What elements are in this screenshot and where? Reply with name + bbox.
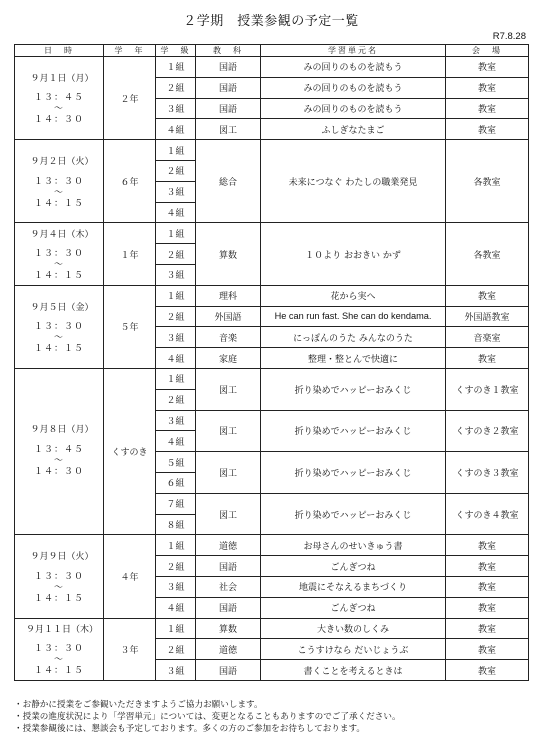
class-cell: ２組 [156, 306, 196, 327]
class-cell: ６組 [156, 472, 196, 493]
unit-cell: 折り染めでハッピーおみくじ [261, 368, 446, 410]
table-row [15, 285, 529, 306]
unit-cell: ごんぎつね [261, 597, 446, 618]
schedule-table [14, 44, 529, 681]
header-unit: 学習単元名 [261, 45, 446, 57]
venue-cell: くすのき２教室 [446, 410, 529, 452]
unit-cell: みの回りのものを読もう [261, 57, 446, 78]
session-date: ９月９日（火） [30, 552, 94, 563]
class-cell: ２組 [156, 160, 196, 181]
header-datetime: 日 時 [15, 45, 104, 57]
table-row [15, 535, 529, 556]
grade-cell: ２年 [104, 57, 156, 140]
subject-cell: 総合 [196, 140, 261, 223]
unit-cell: ごんぎつね [261, 556, 446, 577]
header-venue: 会 場 [446, 45, 529, 57]
unit-cell: 折り染めでハッピーおみくじ [261, 452, 446, 494]
session-date: ９月２日（火） [30, 157, 94, 168]
datetime-cell [15, 535, 104, 618]
table-row [15, 223, 529, 244]
unit-cell: こうすけなら だいじょうぶ [261, 639, 446, 660]
unit-cell: みの回りのものを読もう [261, 77, 446, 98]
venue-cell: 教室 [446, 535, 529, 556]
venue-cell: 音楽室 [446, 327, 529, 348]
subject-cell: 算数 [196, 223, 261, 285]
class-cell: ７組 [156, 493, 196, 514]
document-date: R7.8.28 [492, 31, 526, 42]
session-time: １３：４５ 〜 １４：３０ [33, 93, 84, 126]
session-date: ９月５日（金） [30, 302, 94, 313]
subject-cell: 家庭 [196, 348, 261, 369]
venue-cell: 各教室 [446, 140, 529, 223]
unit-cell: 地震にそなえるまちづくり [261, 576, 446, 597]
datetime-cell [15, 285, 104, 368]
grade-cell: １年 [104, 223, 156, 285]
datetime-cell [15, 140, 104, 223]
subject-cell: 国語 [196, 57, 261, 78]
subject-cell: 国語 [196, 98, 261, 119]
table-row [15, 140, 529, 161]
unit-cell: 折り染めでハッピーおみくじ [261, 410, 446, 452]
session-date: ９月１日（月） [30, 73, 94, 84]
class-cell: １組 [156, 57, 196, 78]
session-date: ９月８日（月） [30, 425, 94, 436]
session-date: ９月４日（木） [30, 229, 94, 240]
class-cell: ４組 [156, 431, 196, 452]
subject-cell: 理科 [196, 285, 261, 306]
class-cell: ３組 [156, 264, 196, 285]
class-cell: ３組 [156, 181, 196, 202]
table-row [15, 368, 529, 389]
subject-cell: 道徳 [196, 535, 261, 556]
subject-cell: 国語 [196, 660, 261, 681]
class-cell: ３組 [156, 98, 196, 119]
notes [14, 699, 401, 735]
venue-cell: 各教室 [446, 223, 529, 285]
class-cell: ２組 [156, 244, 196, 265]
note-line: ・お静かに授業をご参観いただきますようご協力お願いします。 [14, 700, 263, 710]
class-cell: １組 [156, 285, 196, 306]
grade-cell: ３年 [104, 618, 156, 680]
datetime-cell [15, 57, 104, 140]
class-cell: １組 [156, 140, 196, 161]
unit-cell: 書くことを考えるときは [261, 660, 446, 681]
session-time: １３：３０ 〜 １４：１５ [33, 249, 84, 282]
class-cell: １組 [156, 535, 196, 556]
unit-cell: 折り染めでハッピーおみくじ [261, 493, 446, 535]
session-time: １３：３０ 〜 １４：１５ [33, 322, 84, 355]
unit-cell: 大きい数のしくみ [261, 618, 446, 639]
class-cell: ４組 [156, 348, 196, 369]
table-header-row [15, 45, 529, 57]
subject-cell: 図工 [196, 368, 261, 410]
table-row [15, 618, 529, 639]
venue-cell: 教室 [446, 576, 529, 597]
table-row [15, 57, 529, 78]
class-cell: ３組 [156, 410, 196, 431]
venue-cell: 教室 [446, 119, 529, 140]
header-class: 学 級 [156, 45, 196, 57]
class-cell: ４組 [156, 119, 196, 140]
venue-cell: 教室 [446, 77, 529, 98]
venue-cell: 教室 [446, 660, 529, 681]
session-time: １３：４５ 〜 １４：３０ [33, 444, 84, 477]
subject-cell: 算数 [196, 618, 261, 639]
subject-cell: 図工 [196, 493, 261, 535]
venue-cell: くすのき３教室 [446, 452, 529, 494]
class-cell: ３組 [156, 327, 196, 348]
session-time: １３：３０ 〜 １４：１５ [33, 644, 84, 677]
class-cell: ２組 [156, 639, 196, 660]
grade-cell: ５年 [104, 285, 156, 368]
note-line: ・授業参観後には、懇談会も予定しております。多くの方のご参加をお待ちしております。 [14, 724, 365, 734]
header-grade: 学 年 [104, 45, 156, 57]
venue-cell: 教室 [446, 618, 529, 639]
class-cell: １組 [156, 368, 196, 389]
venue-cell: 外国語教室 [446, 306, 529, 327]
subject-cell: 図工 [196, 410, 261, 452]
session-time: １３：３０ 〜 １４：１５ [33, 571, 84, 604]
unit-cell: ふしぎなたまご [261, 119, 446, 140]
session-date: ９月１１日（木） [25, 624, 98, 635]
class-cell: ２組 [156, 389, 196, 410]
subject-cell: 国語 [196, 597, 261, 618]
class-cell: ８組 [156, 514, 196, 535]
unit-cell: にっぽんのうた みんなのうた [261, 327, 446, 348]
subject-cell: 道徳 [196, 639, 261, 660]
venue-cell: 教室 [446, 556, 529, 577]
note-line: ・授業の進度状況により「学習単元」については、変更となることもありますのでご了承ください。 [14, 712, 401, 722]
subject-cell: 音楽 [196, 327, 261, 348]
class-cell: ４組 [156, 597, 196, 618]
subject-cell: 国語 [196, 77, 261, 98]
class-cell: １組 [156, 223, 196, 244]
datetime-cell [15, 368, 104, 534]
datetime-cell [15, 223, 104, 285]
venue-cell: 教室 [446, 348, 529, 369]
class-cell: １組 [156, 618, 196, 639]
venue-cell: 教室 [446, 639, 529, 660]
venue-cell: 教室 [446, 597, 529, 618]
unit-cell: He can run fast. She can do kendama. [261, 306, 446, 327]
unit-cell: 整理・整とんで快適に [261, 348, 446, 369]
subject-cell: 図工 [196, 452, 261, 494]
grade-cell: ４年 [104, 535, 156, 618]
class-cell: ２組 [156, 556, 196, 577]
session-time: １３：３０ 〜 １４：１５ [33, 176, 84, 209]
header-subject: 教 科 [196, 45, 261, 57]
venue-cell: 教室 [446, 98, 529, 119]
unit-cell: 未来につなぐ わたしの職業発見 [261, 140, 446, 223]
unit-cell: １０より おおきい かず [261, 223, 446, 285]
class-cell: ２組 [156, 77, 196, 98]
class-cell: ３組 [156, 576, 196, 597]
subject-cell: 外国語 [196, 306, 261, 327]
subject-cell: 図工 [196, 119, 261, 140]
unit-cell: お母さんのせいきゅう書 [261, 535, 446, 556]
venue-cell: 教室 [446, 57, 529, 78]
grade-cell: くすのき [104, 368, 156, 534]
venue-cell: 教室 [446, 285, 529, 306]
class-cell: ３組 [156, 660, 196, 681]
subject-cell: 国語 [196, 556, 261, 577]
unit-cell: みの回りのものを読もう [261, 98, 446, 119]
class-cell: ５組 [156, 452, 196, 473]
datetime-cell [15, 618, 104, 680]
venue-cell: くすのき４教室 [446, 493, 529, 535]
class-cell: ４組 [156, 202, 196, 223]
page-title: ２学期 授業参観の予定一覧 [183, 14, 359, 29]
venue-cell: くすのき１教室 [446, 368, 529, 410]
grade-cell: ６年 [104, 140, 156, 223]
subject-cell: 社会 [196, 576, 261, 597]
unit-cell: 花から実へ [261, 285, 446, 306]
